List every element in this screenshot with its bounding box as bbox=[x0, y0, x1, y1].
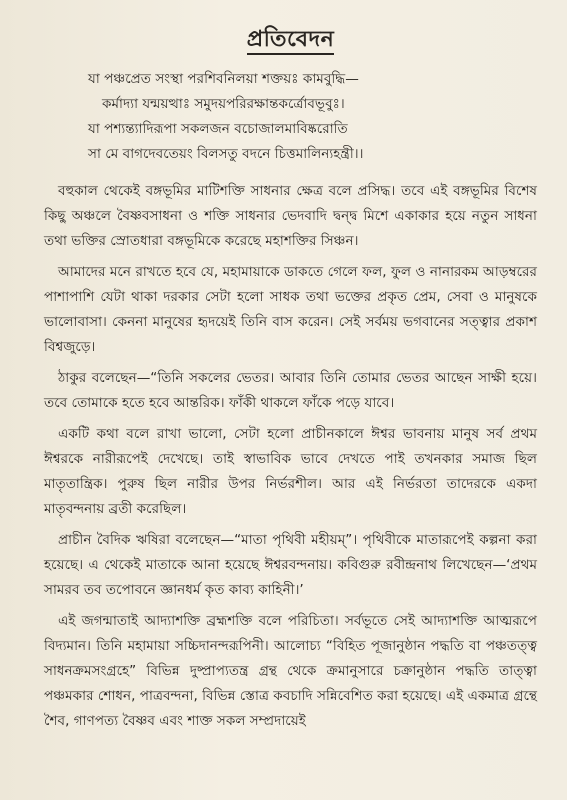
verse-line: সা মে বাগদেবতেয়ং বিলসতু বদনে চিত্তমালিন্যহন্ত্রী।। bbox=[88, 146, 364, 162]
body-paragraph: প্রাচীন বৈদিক ঋষিরা বলেছেন—“মাতা পৃথিবী মহীয়ম্”। পৃথিবীকে মাতারূপেই কল্পনা করা হয়েছে। এ থেকেই মাতাকে আনা হয়েছে ঈশ্বরবন্দনায়। কবিগুরু রবীন্দ্রনাথ লিখেছেন—‘প্রথম সামরব তব তপোবনে জ্ঞানধর্ম কৃত কাব্য কাহিনী।’ bbox=[44, 532, 537, 598]
page-title-text: প্রতিবেদন bbox=[247, 27, 335, 55]
body-paragraph: আমাদের মনে রাখতে হবে যে, মহামায়াকে ডাকতে গেলে ফল, ফুল ও নানারকম আড়ম্বরের পাশাপাশি যেটা থাকা দরকার সেটা হলো সাধক তথা ভক্তের প্রকৃত প্রেম, সেবা ও মানুষকে ভালোবাসা। কেননা মানুষের হৃদয়েই তিনি বাস করেন। সেই সর্বময় ভগবানের সত্ত্বার প্রকাশ বিশ্বজুড়ে। bbox=[44, 264, 537, 355]
sanskrit-verse bbox=[44, 67, 537, 167]
body-paragraph: এই জগন্মাতাই আদ্যাশক্তি ব্রহ্মশক্তি বলে পরিচিতা। সর্বভূতে সেই আদ্যাশক্তি আত্মরূপে বিদ্যমান। তিনি মহামায়া সচ্চিদানন্দরূপিনী। আলোচ্য “বিহিত পূজানুষ্ঠান পদ্ধতি বা পঞ্চতত্ত্ব সাধনক্রমসংগ্রহে” বিভিন্ন দুষ্প্রাপ্যতন্ত্র গ্রন্থ থেকে ক্রমানুসারে চক্রানুষ্ঠান পদ্ধতি তাত্ত্বা পঞ্চমকার শোধন, পাত্রবন্দনা, বিভিন্ন স্তোত্র কবচাদি সন্নিবেশিত করা হয়েছে। এই একমাত্র গ্রন্থে শৈব, গাণপত্য বৈষ্ণব এবং শাক্ত সকল সম্প্রদায়েই bbox=[44, 613, 537, 729]
body-paragraph: একটি কথা বলে রাখা ভালো, সেটা হলো প্রাচীনকালে ঈশ্বর ভাবনায় মানুষ সর্ব প্রথম ঈশ্বরকে নারীরূপেই দেখেছে। তাই স্বাভাবিক ভাবে দেখতে পাই তখনকার সমাজ ছিল মাতৃতান্ত্রিক। পুরুষ ছিল নারীর উপর নির্ভরশীল। আর এই নির্ভরতা তাদেরকে একদা মাতৃবন্দনায় ব্রতী করেছিল। bbox=[44, 426, 537, 517]
body-paragraph: বহুকাল থেকেই বঙ্গভূমির মাটিশক্তি সাধনার ক্ষেত্র বলে প্রসিদ্ধ। তবে এই বঙ্গভূমির বিশেষ কিছু অঞ্চলে বৈষ্ণবসাধনা ও শক্তি সাধনার ভেদবাদি দ্বন্দ্ব মিশে একাকার হয়ে নতুন সাধনা তথা ভক্তির স্রোতধারা বঙ্গভূমিকে করেছে মহাশক্তির সিঞ্চন। bbox=[44, 183, 537, 249]
verse-line: যা পঞ্চপ্রেত সংস্থা পরশিবনিলয়া শক্তয়ঃ কামবুদ্ধি— bbox=[88, 71, 359, 87]
verse-line: কর্মাদ্যা যন্ময়ত্থাঃ সমুদয়পরিরক্ষান্তকর্ত্রোবভূবুঃ। bbox=[102, 96, 345, 112]
verse-line: যা পশ্যন্ত্যাদিরূপা সকলজন বচোজালমাবিষ্করোতি bbox=[88, 121, 348, 137]
page-title bbox=[44, 22, 537, 59]
body-paragraph: ঠাকুর বলেছেন—“তিনি সকলের ভেতর। আবার তিনি তোমার ভেতর আছেন সাক্ষী হয়ে। তবে তোমাকে হতে হবে আন্তরিক। ফাঁকী থাকলে ফাঁকে পড়ে যাবে। bbox=[44, 370, 537, 411]
